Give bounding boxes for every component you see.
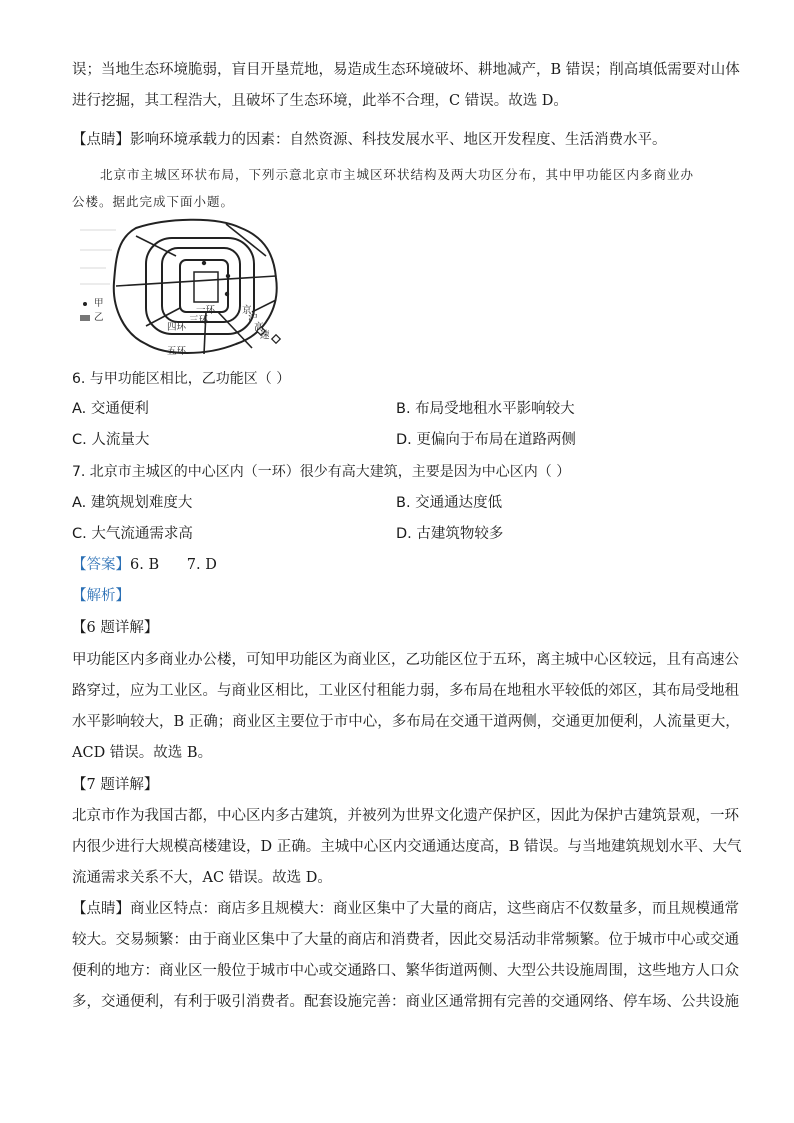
detail-6-heading: 【6 题详解】 [72, 620, 159, 636]
ring-label-first: 一环 [196, 305, 216, 316]
legend-label-yi: 乙 [94, 312, 104, 323]
analysis-tag: 【解析】 [72, 588, 130, 604]
question-stem-line: 北京市主城区环状布局，下列示意北京市主城区环状结构及两大功区分布，其中甲功能区内多商业办 [100, 167, 695, 182]
q6-option-d: D. 更偏向于布局在道路两侧 [396, 432, 576, 448]
highway-label-gao: 高 [254, 322, 264, 333]
detail-6-line: 甲功能区内多商业办公楼，可知甲功能区为商业区，乙功能区位于五环，离主城中心区较远，且有高速公 [72, 652, 739, 668]
point-note-2 [72, 899, 739, 919]
q7-option-c: C. 大气流通需求高 [72, 526, 193, 542]
point-note-2-line: 多，交通便利，有利于吸引消费者。配套设施完善：商业区通常拥有完善的交通网络、停车场、公共设施 [72, 994, 739, 1010]
detail-6-line: 路穿过，应为工业区。与商业区相比，工业区付租能力弱，多布局在地租水平较低的郊区，其布局受地租 [72, 683, 739, 699]
q6-option-a: A. 交通便利 [72, 401, 149, 417]
detail-7-line: 内很少进行大规模高楼建设，D 正确。主城中心区内交通通达度高，B 错误。与当地建筑规划水平、大气 [72, 839, 742, 855]
detail-7-heading: 【7 题详解】 [72, 777, 159, 793]
point-tag: 【点睛】 [72, 901, 130, 917]
point-note-2-line: 便利的地方：商业区一般位于城市中心或交通路口、繁华街道两侧、大型公共设施周围，这些地方人口众 [72, 963, 739, 979]
legend-label-jia: 甲 [94, 298, 104, 309]
ring-label-fifth: 五环 [167, 346, 187, 357]
point-note-1 [72, 130, 667, 150]
ring-label-fourth: 四环 [167, 322, 187, 333]
q7-option-b: B. 交通通达度低 [396, 495, 503, 511]
q7-option-d: D. 古建筑物较多 [396, 526, 504, 542]
first-ring [194, 272, 218, 302]
detail-7-line: 北京市作为我国古都，中心区内多古建筑，并被列为世界文化遗产保护区，因此为保护古建筑景观，一环 [72, 808, 739, 824]
ring-label-third: 三环 [189, 315, 209, 326]
point-text: 商业区特点：商店多且规模大：商业区集中了大量的商店，这些商店不仅数量多，而且规模通常 [130, 901, 739, 917]
answer-tag: 【答案】 [72, 557, 130, 573]
detail-6-line: 水平影响较大，B 正确；商业区主要位于市中心，多布局在交通干道两侧，交通更加便利，人流量更大， [72, 714, 740, 730]
point-text: 影响环境承载力的因素：自然资源、科技发展水平、地区开发程度、生活消费水平。 [130, 132, 667, 148]
highway-label-hu: 沪 [248, 313, 258, 324]
q7-option-a: A. 建筑规划难度大 [72, 495, 193, 511]
beijing-ring-map [76, 216, 292, 360]
q6-option-c: C. 人流量大 [72, 432, 150, 448]
point-tag: 【点睛】 [72, 132, 130, 148]
text-line: 误；当地生态环境脆弱，盲目开垦荒地，易造成生态环境破坏、耕地减产，B 错误；削高填低需要对山体 [72, 62, 740, 78]
detail-6-line: ACD 错误。故选 B。 [72, 745, 213, 761]
detail-7-line: 流通需求关系不大，AC 错误。故选 D。 [72, 870, 332, 886]
text-line: 进行挖掘，其工程浩大，且破坏了生态环境，此举不合理，C 错误。故选 D。 [72, 93, 568, 109]
highway-label-jing: 京 [242, 305, 252, 316]
q6-option-b: B. 布局受地租水平影响较大 [396, 401, 575, 417]
question-stem-line: 公楼。据此完成下面小题。 [72, 194, 235, 209]
legend-square-icon [80, 315, 90, 321]
legend-point-icon [83, 302, 87, 306]
highway-label-su: 速 [260, 330, 270, 341]
question-7: 7. 北京市主城区的中心区内（一环）很少有高大建筑，主要是因为中心区内（ ） [72, 464, 571, 480]
point-note-2-line: 较大。交易频繁：由于商业区集中了大量的商店和消费者，因此交易活动非常频繁。位于城市中心或交通 [72, 932, 739, 948]
question-6: 6. 与甲功能区相比，乙功能区（ ） [72, 371, 291, 387]
answer-text: 6. B 7. D [130, 557, 217, 573]
answer-line [72, 555, 217, 575]
